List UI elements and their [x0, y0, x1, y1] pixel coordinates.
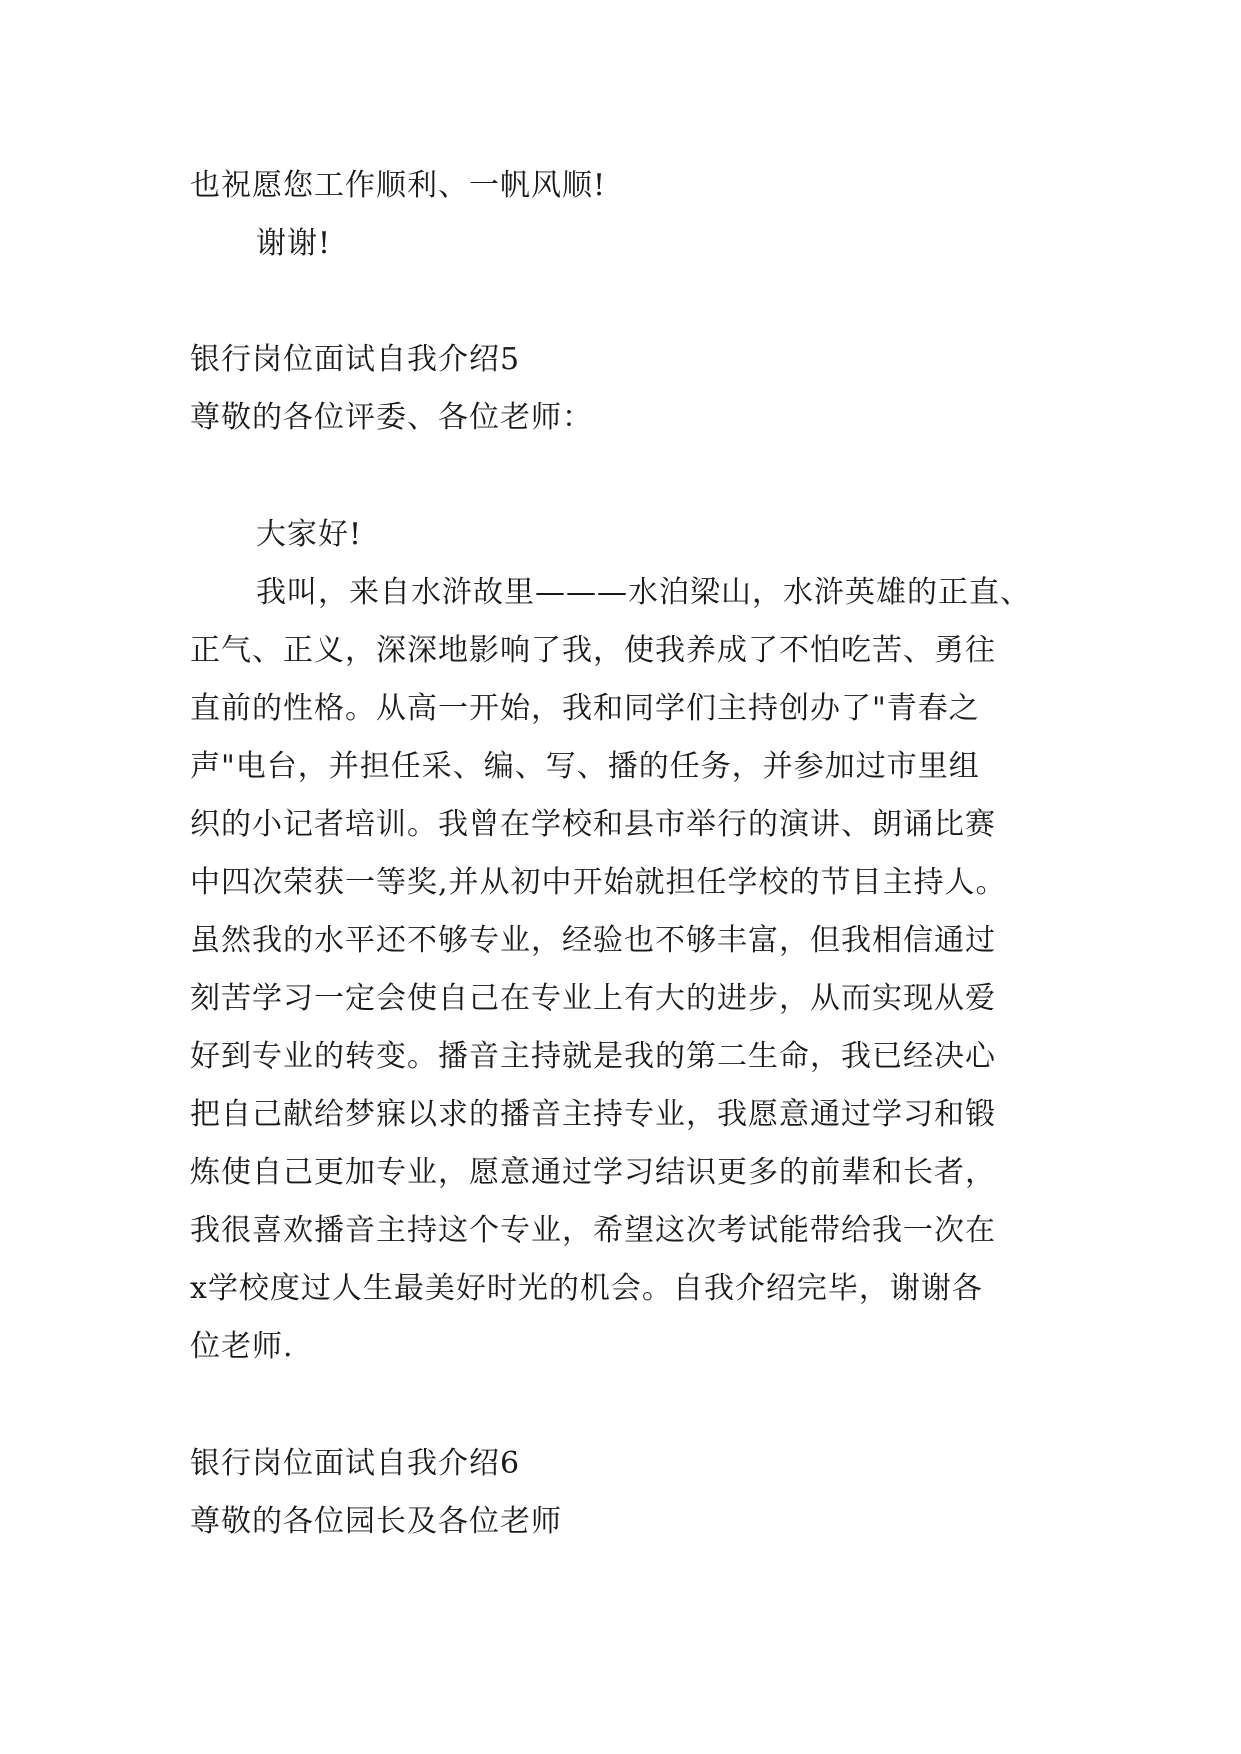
- body-line: 位老师.: [190, 1329, 294, 1364]
- body-line: 声"电台，并担任采、编、写、播的任务，并参加过市里组: [190, 749, 980, 784]
- body-line: 织的小记者培训。我曾在学校和县市举行的演讲、朗诵比赛: [190, 807, 996, 842]
- section-5-salutation: 尊敬的各位评委、各位老师：: [190, 400, 593, 435]
- body-line: 正气、正义，深深地影响了我，使我养成了不怕吃苦、勇往: [190, 633, 996, 668]
- body-line: 我叫，来自水浒故里———水泊梁山，水浒英雄的正直、: [256, 575, 1031, 610]
- body-line: 好到专业的转变。播音主持就是我的第二生命，我已经决心: [190, 1039, 996, 1074]
- body-line: 虽然我的水平还不够专业，经验也不够丰富，但我相信通过: [190, 923, 996, 958]
- section-6-title: 银行岗位面试自我介绍6: [190, 1446, 521, 1481]
- section-5-greeting: 大家好!: [256, 517, 363, 552]
- body-line: x学校度过人生最美好时光的机会。自我介绍完毕，谢谢各: [190, 1271, 983, 1306]
- body-line: 我很喜欢播音主持这个专业，希望这次考试能带给我一次在: [190, 1213, 996, 1248]
- body-line: 中四次荣获一等奖,并从初中开始就担任学校的节目主持人。: [190, 865, 1007, 900]
- body-line: 直前的性格。从高一开始，我和同学们主持创办了"青春之: [190, 691, 980, 726]
- body-line: 把自己献给梦寐以求的播音主持专业，我愿意通过学习和锻: [190, 1097, 996, 1132]
- section-6-salutation: 尊敬的各位园长及各位老师: [190, 1504, 562, 1539]
- section-5-title: 银行岗位面试自我介绍5: [190, 342, 521, 377]
- body-line: 刻苦学习一定会使自己在专业上有大的进步，从而实现从爱: [190, 981, 996, 1016]
- body-line: 炼使自己更加专业，愿意通过学习结识更多的前辈和长者，: [190, 1155, 996, 1190]
- closing-wish: 也祝愿您工作顺利、一帆风顺!: [190, 168, 607, 203]
- closing-thanks: 谢谢!: [256, 226, 332, 261]
